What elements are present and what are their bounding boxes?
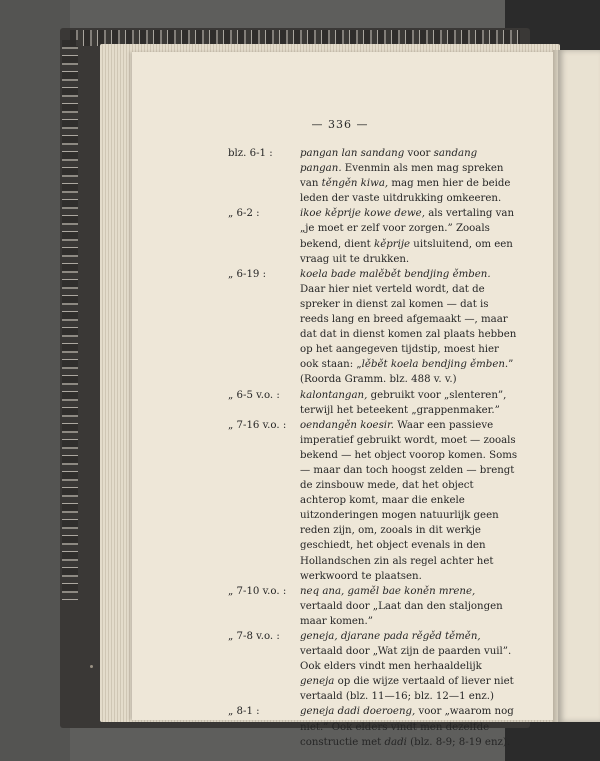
entry-text-part: vertaald door „Laat dan den staljongen maar komen.” — [300, 600, 503, 627]
entry — [228, 146, 518, 206]
entry-reference: blz. 6-1 : — [228, 148, 273, 159]
entry-text — [300, 420, 517, 582]
javanese-phrase: lěbět koela bendjing ěmben. — [361, 359, 509, 371]
paper-speck — [90, 665, 93, 668]
entry-text-part: Daar hier niet verteld wordt, dat de spreker in dienst zal komen — dat is reeds lang en breed afgemaakt —, maar dat dat in dienst komen zal plaats hebben op het aangegeven tijdstip, moest hier ook staan: „ — [300, 283, 517, 371]
entry-text-part: Evenmin als men mag spreken van — [300, 163, 504, 190]
entry-text — [300, 208, 514, 264]
annotation-list — [228, 146, 518, 750]
javanese-phrase: geneja — [300, 676, 335, 688]
javanese-phrase: neq ana, gaměl bae koněn mrene, — [300, 585, 476, 597]
entry-reference: „ 6-5 v.o. : — [228, 389, 280, 401]
marbled-cover-left — [62, 40, 78, 600]
entry-text — [300, 706, 514, 747]
entry — [228, 267, 518, 388]
entry-text — [300, 148, 510, 204]
javanese-phrase: geneja dadi doeroeng, — [300, 706, 416, 718]
entry — [228, 418, 518, 584]
entry-reference: „ 6-19 : — [228, 268, 267, 280]
entry-text-part: voor — [404, 148, 434, 159]
entry-reference: „ 7-8 v.o. : — [228, 631, 280, 642]
page-number: — 336 — — [311, 118, 369, 131]
right-page-sliver — [558, 50, 600, 722]
entry-reference: „ 8-1 : — [228, 706, 260, 718]
entry-text-part: vertaald door „Wat zijn de paarden vuil”. Ook elders vindt men herhaaldelijk — [300, 646, 512, 673]
entry-text-part: op die wijze vertaald of liever niet vertaald (blz. 11—16; blz. 12—1 enz.) — [300, 676, 514, 703]
entry-text-part: mag men hier de beide leden der vaste uitdrukking omkeeren. — [300, 178, 511, 205]
entry-reference: „ 6-2 : — [228, 208, 260, 220]
entry-reference: „ 7-10 v.o. : — [228, 585, 287, 597]
entry-text-part: Waar een passieve imperatief gebruikt wordt, moet — zooals bekend — het object voorop komen. Soms — maar dan toch hoogst zelden — brengt de zinsbouw mede, dat het object achterop komt, maar die enkele uitzonderingen mogen natuurlijk geen reden zijn, om, zooals in dit werkje geschiedt, het object evenals in den Hollandschen zin als regel achter het werkwoord te plaatsen. — [300, 419, 518, 582]
javanese-phrase: ikoe kěprije kowe dewe, — [300, 208, 425, 220]
entry-text — [300, 631, 514, 702]
entry — [228, 704, 518, 749]
entry-text — [300, 586, 503, 627]
entry-text-part: ” (Roorda Gramm. blz. 488 v. v.) — [300, 359, 514, 386]
entry-text-part: als vertaling van „je moet er zelf voor zorgen.” Zooals bekend, dient — [300, 208, 515, 250]
javanese-phrase: geneja, djarane pada rěgěd těměn, — [300, 631, 481, 642]
entry-text — [300, 390, 506, 416]
javanese-phrase: pangan lan sandang — [300, 148, 405, 159]
javanese-phrase: kěprije — [374, 238, 411, 250]
javanese-phrase: kalontangan, — [300, 389, 368, 401]
entry-reference: „ 7-16 v.o. : — [228, 419, 287, 431]
entry-text-part: voor „waarom nog niet.” Ook elders vindt men dezelfde constructie met — [300, 706, 514, 748]
entry — [228, 629, 518, 704]
entry-text-part: gebruikt voor „slenteren”, terwijl het beteekent „grappenmaker.” — [300, 389, 507, 416]
entry-text — [300, 269, 516, 386]
javanese-phrase: těngěn kiwa, — [321, 178, 389, 190]
entry — [228, 206, 518, 266]
javanese-phrase: koela bade malěbět bendjing ěmben. — [300, 268, 491, 280]
entry — [228, 584, 518, 629]
javanese-phrase: sandang pangan. — [300, 148, 478, 175]
entry-text-part: uitsluitend, om een vraag uit te drukken. — [300, 238, 513, 265]
entry-text-part: (blz. 8-9; 8-19 enz). — [406, 736, 511, 748]
javanese-phrase: oendangěn koesir. — [300, 419, 395, 431]
entry — [228, 388, 518, 418]
javanese-phrase: dadi — [384, 736, 407, 748]
